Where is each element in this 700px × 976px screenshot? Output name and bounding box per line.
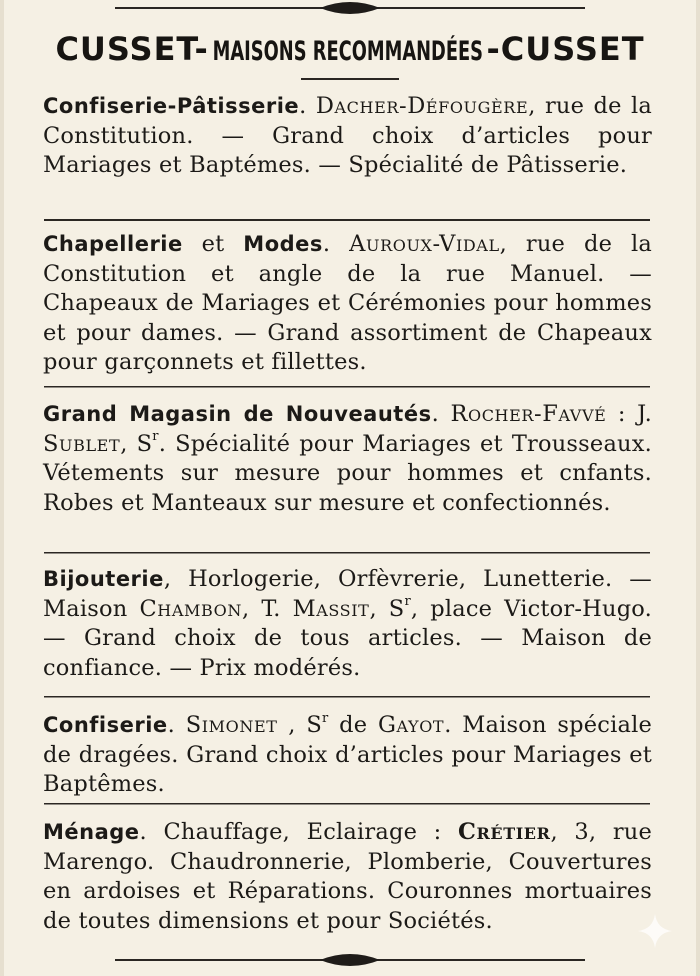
entry-text: , place Victor-Hugo. — Grand choix de tous articles. — Maison de confiance. — Prix modérés.	[43, 595, 652, 681]
entry-text: .	[322, 231, 350, 257]
section-divider	[44, 219, 650, 222]
section-divider	[44, 803, 650, 806]
section-divider	[44, 696, 650, 699]
title-underline	[301, 78, 399, 80]
entry-confiserie	[43, 711, 652, 800]
entry-merchant-name: Chambon	[139, 595, 242, 622]
entry-merchant-name: Crétier	[458, 819, 551, 845]
entry-text: , S	[369, 595, 405, 622]
entry-menage	[43, 818, 652, 936]
entry-keyword: Chapellerie	[43, 232, 183, 256]
superscript: r	[152, 429, 159, 444]
entry-merchant-name: Dacher-Défougère	[315, 93, 529, 119]
entry-merchant-name: Gayot	[377, 712, 445, 738]
entry-merchant-name: Rocher-Favvé	[450, 401, 607, 427]
entry-text: . Spécialité pour Mariages et Trousseaux. Vétements sur mesure pour hommes et cnfants. Robes et Manteaux sur mesure et confectionnés.	[43, 430, 652, 516]
title-dash-right: -	[486, 30, 501, 68]
page-title	[0, 30, 700, 68]
sparkle-icon	[636, 912, 674, 950]
entry-text: , S	[120, 430, 153, 457]
superscript: r	[404, 594, 411, 609]
section-divider	[44, 552, 650, 555]
entry-bijouterie	[43, 565, 652, 683]
title-right: CUSSET	[500, 30, 645, 68]
entry-text: , rue de la Constitution. — Grand choix d’articles pour Mariages et Baptémes. — Spécialité de Pâtisserie.	[43, 93, 652, 178]
entry-keyword: Grand Magasin de Nouveautés	[43, 402, 432, 426]
entry-text: , Horlogerie, Orfèvrerie, Lunetterie. — Maison	[43, 566, 652, 622]
entry-keyword: Bijouterie	[43, 567, 164, 591]
title-left: CUSSET	[55, 30, 195, 68]
entry-text: . Maison spéciale de dragées. Grand choix d’articles pour Mariages et Baptêmes.	[43, 712, 653, 797]
section-divider	[44, 386, 650, 389]
entry-grand-magasin	[43, 400, 652, 518]
entry-chapellerie	[43, 230, 652, 378]
entry-text: de	[328, 712, 378, 738]
entry-keyword: Confiserie	[43, 713, 168, 737]
title-dash-left: -	[194, 30, 209, 68]
entry-text: , rue de la Constitution et angle de la rue Manuel. — Chapeaux de Mariages et Cérémonies pour hommes et pour dames. — Grand assortiment de Chapeaux pour garçonnets et fillettes.	[43, 231, 652, 375]
entry-keyword: Ménage	[43, 820, 140, 844]
entry-text: .	[299, 93, 316, 119]
entry-keyword: Confiserie-Pâtisserie	[43, 94, 300, 118]
entry-merchant-name: Simonet	[185, 712, 278, 738]
entry-text: , 3, rue Marengo. Chaudronnerie, Plomberie, Couvertures en ardoises et Réparations. Couronnes mortuaires de toutes dimensions et pour Sociétés.	[43, 819, 652, 934]
entry-confiserie-patisserie	[43, 92, 652, 181]
entry-merchant-name: Sublet	[43, 430, 121, 457]
entry-text: .	[431, 401, 451, 427]
title-middle: MAISONS RECOMMANDÉES	[212, 36, 483, 67]
superscript: r	[321, 710, 329, 726]
entry-text: , T.	[241, 595, 293, 622]
entry-text: . Chauffage, Eclairage :	[139, 819, 458, 845]
page-edge-left	[0, 0, 4, 976]
entry-text: : J.	[606, 401, 652, 427]
entry-merchant-name: Auroux-Vidal	[349, 231, 500, 257]
entry-text: .	[167, 712, 186, 738]
entry-text: et	[182, 231, 244, 257]
entry-merchant-name: Massit	[292, 595, 370, 622]
entry-text: , S	[277, 712, 322, 738]
entry-keyword: Modes	[243, 232, 323, 256]
top-ornament-rule	[115, 1, 585, 15]
page-edge-right	[696, 0, 700, 976]
bottom-ornament-rule	[115, 953, 585, 967]
